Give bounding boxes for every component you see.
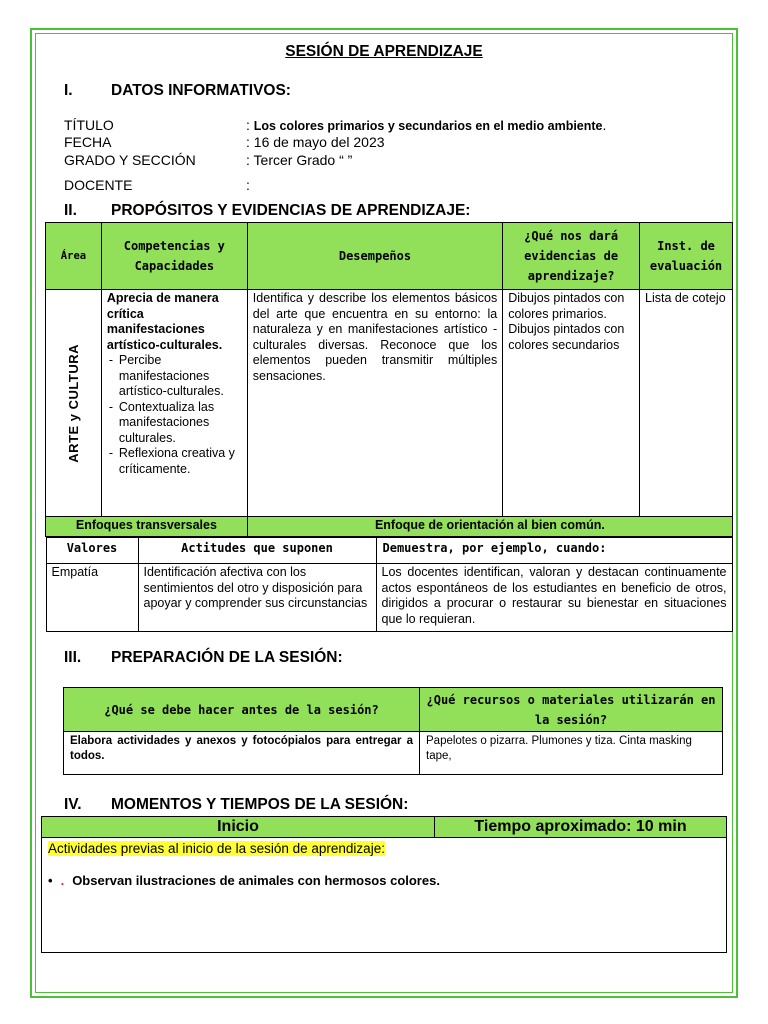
competencia-title: Aprecia de manera crítica manifestaciones artístico-culturales.	[106, 291, 223, 352]
highlighted-activities-label: Actividades previas al inicio de la sesión de aprendizaje:	[48, 841, 385, 856]
info-fecha	[64, 134, 385, 150]
info-value: :	[246, 177, 250, 193]
header-demuestra: Demuestra, por ejemplo, cuando:	[376, 538, 732, 564]
area-cell	[46, 290, 102, 517]
header-tiempo: Tiempo aproximado: 10 min	[435, 817, 727, 838]
header-instrumento: Inst. de evaluación	[640, 223, 733, 290]
info-value: : 16 de mayo del 2023	[246, 134, 385, 150]
section-2-heading: II. PROPÓSITOS Y EVIDENCIAS DE APRENDIZAJE:	[64, 202, 471, 219]
actitud-cell: Identificación afectiva con los sentimientos del otro y disposición para apoyar y comprender sus circunstancias	[138, 564, 376, 632]
header-actitudes: Actitudes que suponen	[138, 538, 376, 564]
info-label: FECHA	[64, 134, 112, 150]
inicio-body	[42, 838, 727, 953]
header-inicio: Inicio	[42, 817, 435, 838]
evidencias-cell: Dibujos pintados con colores primarios. Dibujos pintados con colores secundarios	[503, 290, 640, 517]
capacidad-item: - Contextualiza las manifestaciones culturales.	[107, 400, 242, 447]
header-area: Área	[46, 223, 102, 290]
bullet-icon: •	[48, 873, 53, 888]
header-recursos: ¿Qué recursos o materiales utilizarán en la sesión?	[420, 688, 723, 732]
list-item	[48, 873, 720, 888]
info-label: DOCENTE	[64, 177, 133, 193]
capacidad-item: - Reflexiona creativa y críticamente.	[107, 446, 242, 477]
recursos-cell: Papelotes o pizarra. Plumones y tiza. Cinta masking tape,	[420, 732, 723, 775]
instrumento-cell: Lista de cotejo	[640, 290, 733, 517]
header-competencias: Competencias y Capacidades	[101, 223, 247, 290]
values-table	[46, 537, 733, 632]
info-value: : Tercer Grado “ ”	[246, 152, 353, 168]
section-4-heading: IV. MOMENTOS Y TIEMPOS DE LA SESIÓN:	[64, 796, 409, 813]
activity-text: Observan ilustraciones de animales con hermosos colores.	[72, 873, 440, 888]
section-3-heading: III. PREPARACIÓN DE LA SESIÓN:	[64, 649, 343, 666]
purposes-table	[45, 222, 733, 632]
capacidades-list	[107, 353, 242, 477]
antes-cell: Elabora actividades y anexos y fotocópialos para entregar a todos.	[64, 732, 420, 775]
header-valores: Valores	[46, 538, 138, 564]
header-antes: ¿Qué se debe hacer antes de la sesión?	[64, 688, 420, 732]
info-label: TÍTULO	[64, 117, 114, 133]
info-titulo: TÍTULO : Los colores primarios y secundarios en el medio ambiente.	[64, 117, 607, 133]
info-docente	[64, 177, 250, 193]
enfoque-value: Enfoque de orientación al bien común.	[247, 517, 732, 537]
capacidad-item: - Percibe manifestaciones artístico-culturales.	[107, 353, 242, 400]
header-evidencias: ¿Qué nos dará evidencias de aprendizaje?	[503, 223, 640, 290]
competencias-cell	[101, 290, 247, 517]
info-label: GRADO Y SECCIÓN	[64, 152, 196, 168]
preparation-table	[63, 687, 723, 775]
enfoques-label: Enfoques transversales	[46, 517, 248, 537]
moments-table	[41, 816, 727, 953]
header-desempenos: Desempeños	[247, 223, 502, 290]
desempeno-cell: Identifica y describe los elementos básicos del arte que encuentra en su entorno: la naturaleza y en manifestaciones artístico - culturales diversas. Reconoce que los elementos pueden transmitir múltiples sensaciones.	[247, 290, 502, 517]
section-1-heading: I. DATOS INFORMATIVOS:	[64, 82, 291, 99]
area-vertical-label: ARTE y CULTURA	[65, 343, 81, 463]
info-grado	[64, 152, 352, 168]
demuestra-cell: Los docentes identifican, valoran y destacan continuamente actos espontáneos de los estudiantes en beneficio de otros, dirigidos a procurar o restaurar su bienestar en situaciones que lo requieran.	[376, 564, 732, 632]
red-dot-mark: .	[60, 873, 65, 888]
document-title: SESIÓN DE APRENDIZAJE	[285, 43, 483, 60]
valor-cell: Empatía	[46, 564, 138, 632]
